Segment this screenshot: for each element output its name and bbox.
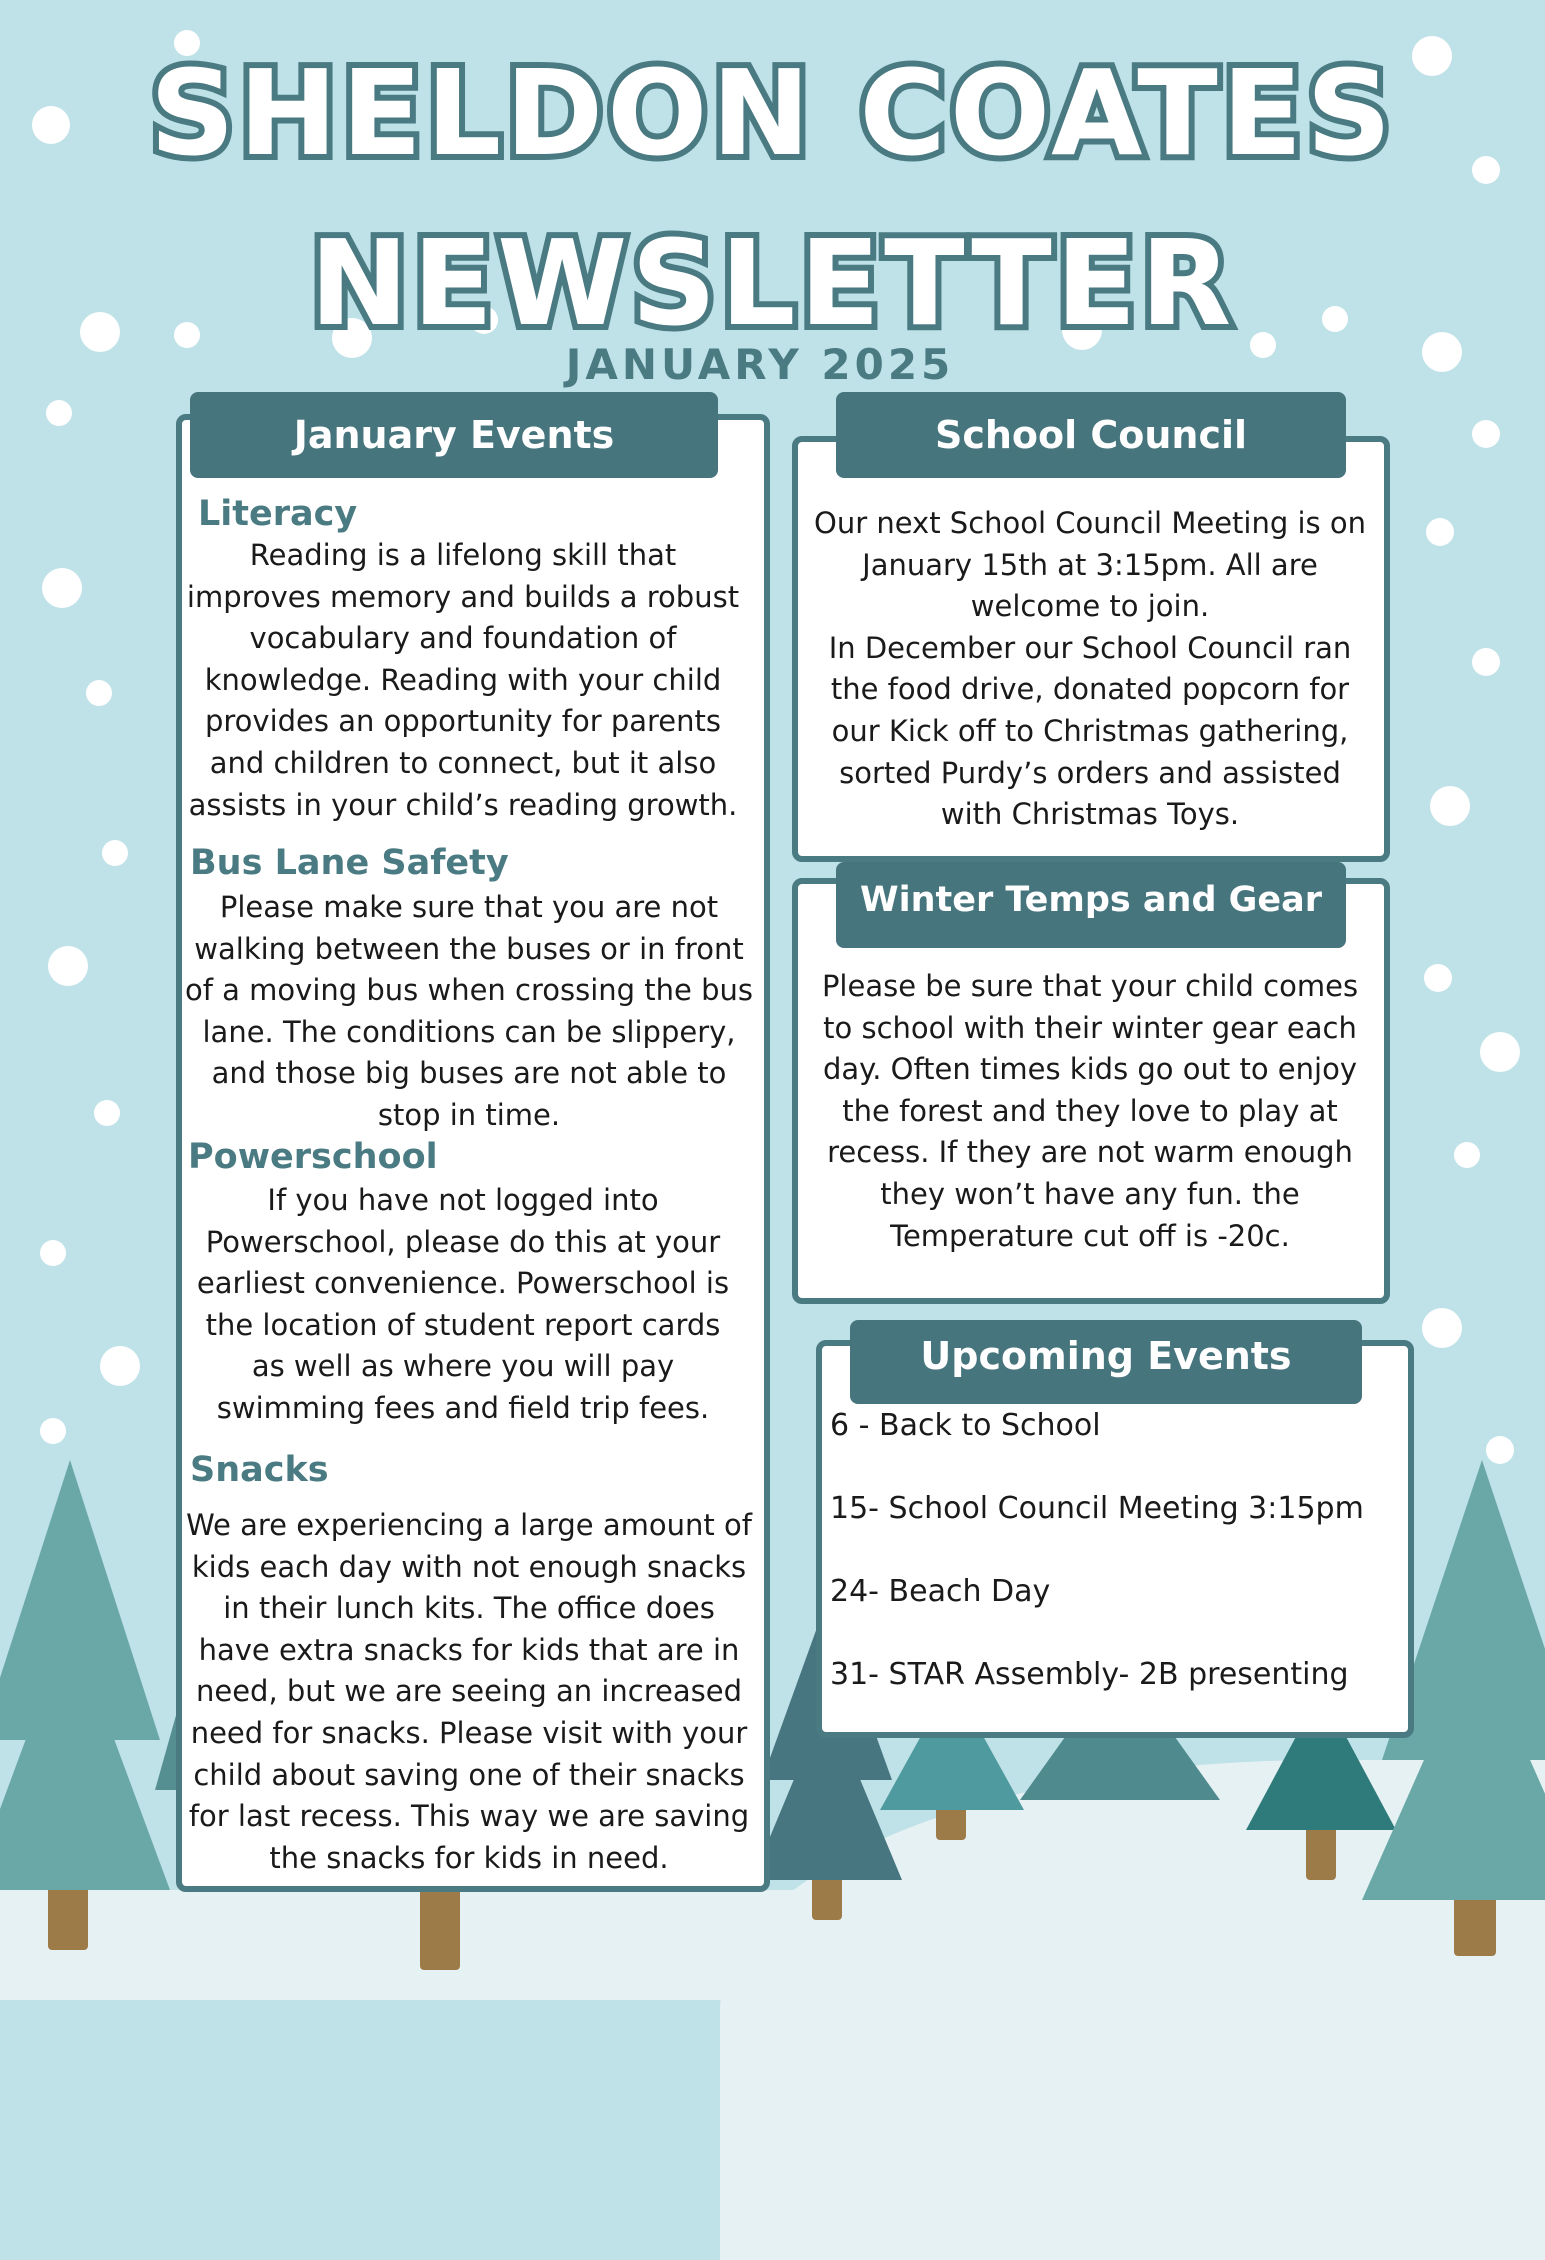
- text-line: the location of student report cards: [205, 1307, 721, 1342]
- january-events-tab: January Events: [190, 392, 718, 478]
- snowflake: [102, 840, 128, 866]
- text-line: recess. If they are not warm enough: [827, 1135, 1353, 1170]
- text-line: day. Often times kids go out to enjoy: [822, 1052, 1357, 1087]
- text-line: Reading is a lifelong skill that: [249, 538, 677, 572]
- text-line: knowledge. Reading with your child: [204, 662, 722, 697]
- text-line: In December our School Council ran: [828, 630, 1352, 665]
- snowflake: [86, 680, 112, 706]
- text-line: have extra snacks for kids that are in: [198, 1632, 740, 1667]
- text-line: for last recess. This way we are saving: [188, 1799, 750, 1834]
- text-line: and those big buses are not able to: [211, 1056, 727, 1091]
- snacks-text: [184, 1505, 754, 1879]
- text-line: vocabulary and foundation of: [249, 621, 677, 656]
- section-heading-bus-lane-safety: Bus Lane Safety: [190, 843, 509, 883]
- text-line: the snacks for kids in need.: [269, 1840, 669, 1875]
- tree-trunk: [48, 1880, 88, 1950]
- section-heading-literacy: Literacy: [198, 494, 358, 534]
- text-line: the forest and they love to play at: [842, 1093, 1338, 1128]
- newsletter-title-line2: NEWSLETTER: [309, 214, 1236, 352]
- upcoming-event-item: 24- Beach Day: [830, 1574, 1051, 1609]
- text-line: child about saving one of their snacks: [193, 1757, 745, 1792]
- text-line: earliest convenience. Powerschool is: [196, 1266, 730, 1301]
- text-line: Temperature cut off is -20c.: [890, 1218, 1290, 1253]
- school-council-tab: School Council: [836, 392, 1346, 478]
- powerschool-text: [184, 1180, 742, 1430]
- text-line: as well as where you will pay: [251, 1349, 675, 1384]
- text-line: to school with their winter gear each: [823, 1010, 1357, 1045]
- text-line: January 15th at 3:15pm. All are: [862, 547, 1318, 582]
- snowflake: [1424, 964, 1452, 992]
- snowflake: [48, 946, 88, 986]
- text-line: Please make sure that you are not: [219, 890, 719, 924]
- text-line: and children to connect, but it also: [209, 745, 717, 780]
- literacy-text: [184, 535, 742, 826]
- newsletter-title-line1: SHELDON COATES: [149, 44, 1396, 182]
- newsletter-date: JANUARY 2025: [565, 340, 955, 389]
- winter-gear-tab: Winter Temps and Gear: [836, 862, 1346, 948]
- text-line: lane. The conditions can be slippery,: [202, 1014, 736, 1049]
- upcoming-event-item: 31- STAR Assembly- 2B presenting: [830, 1657, 1349, 1692]
- text-line: Please be sure that your child comes: [821, 969, 1359, 1003]
- snowflake: [100, 1346, 140, 1386]
- text-line: of a moving bus when crossing the bus: [185, 973, 753, 1008]
- text-line: improves memory and builds a robust: [186, 579, 740, 614]
- school-council-text: [800, 503, 1380, 836]
- text-line: assists in your child’s reading growth.: [188, 787, 738, 822]
- text-line: walking between the buses or in front: [194, 931, 744, 966]
- text-line: We are experiencing a large amount of: [186, 1508, 752, 1542]
- bus-lane-safety-text: [184, 887, 754, 1137]
- snowflake: [40, 1418, 66, 1444]
- text-line: swimming fees and field trip fees.: [216, 1390, 710, 1425]
- text-line: stop in time.: [377, 1097, 561, 1132]
- snowflake: [1472, 648, 1500, 676]
- text-line: If you have not logged into: [267, 1183, 659, 1217]
- snowflake: [94, 1100, 120, 1126]
- tree-tier: [0, 1620, 170, 1890]
- text-line: sorted Purdy’s orders and assisted: [839, 755, 1341, 790]
- text-line: need, but we are seeing an increased: [195, 1674, 743, 1709]
- text-line: they won’t have any fun. the: [880, 1176, 1300, 1211]
- text-line: need for snacks. Please visit with your: [190, 1715, 748, 1750]
- snowflake: [42, 568, 82, 608]
- snowflake: [1480, 1032, 1520, 1072]
- snowflake: [1472, 420, 1500, 448]
- text-line: Powerschool, please do this at your: [205, 1224, 721, 1259]
- upcoming-event-item: 6 - Back to School: [830, 1408, 1101, 1443]
- text-line: the food drive, donated popcorn for: [830, 672, 1350, 707]
- text-line: with Christmas Toys.: [940, 797, 1240, 832]
- tree-trunk: [420, 1880, 460, 1970]
- snowflake: [40, 1240, 66, 1266]
- upcoming-event-item: 15- School Council Meeting 3:15pm: [830, 1491, 1364, 1526]
- snowflake: [46, 400, 72, 426]
- text-line: in their lunch kits. The office does: [223, 1591, 715, 1626]
- winter-gear-text: [800, 966, 1380, 1257]
- snowflake: [1426, 518, 1454, 546]
- text-line: Our next School Council Meeting is on: [814, 506, 1366, 540]
- section-heading-snacks: Snacks: [190, 1450, 329, 1490]
- text-line: our Kick off to Christmas gathering,: [831, 713, 1349, 748]
- text-line: kids each day with not enough snacks: [191, 1549, 747, 1584]
- snowflake: [1454, 1142, 1480, 1168]
- text-line: provides an opportunity for parents: [204, 704, 722, 739]
- upcoming-events-tab: Upcoming Events: [850, 1320, 1362, 1404]
- section-heading-powerschool: Powerschool: [188, 1137, 438, 1177]
- snowflake: [1430, 786, 1470, 826]
- snowflake: [1422, 1308, 1462, 1348]
- text-line: welcome to join.: [970, 589, 1210, 624]
